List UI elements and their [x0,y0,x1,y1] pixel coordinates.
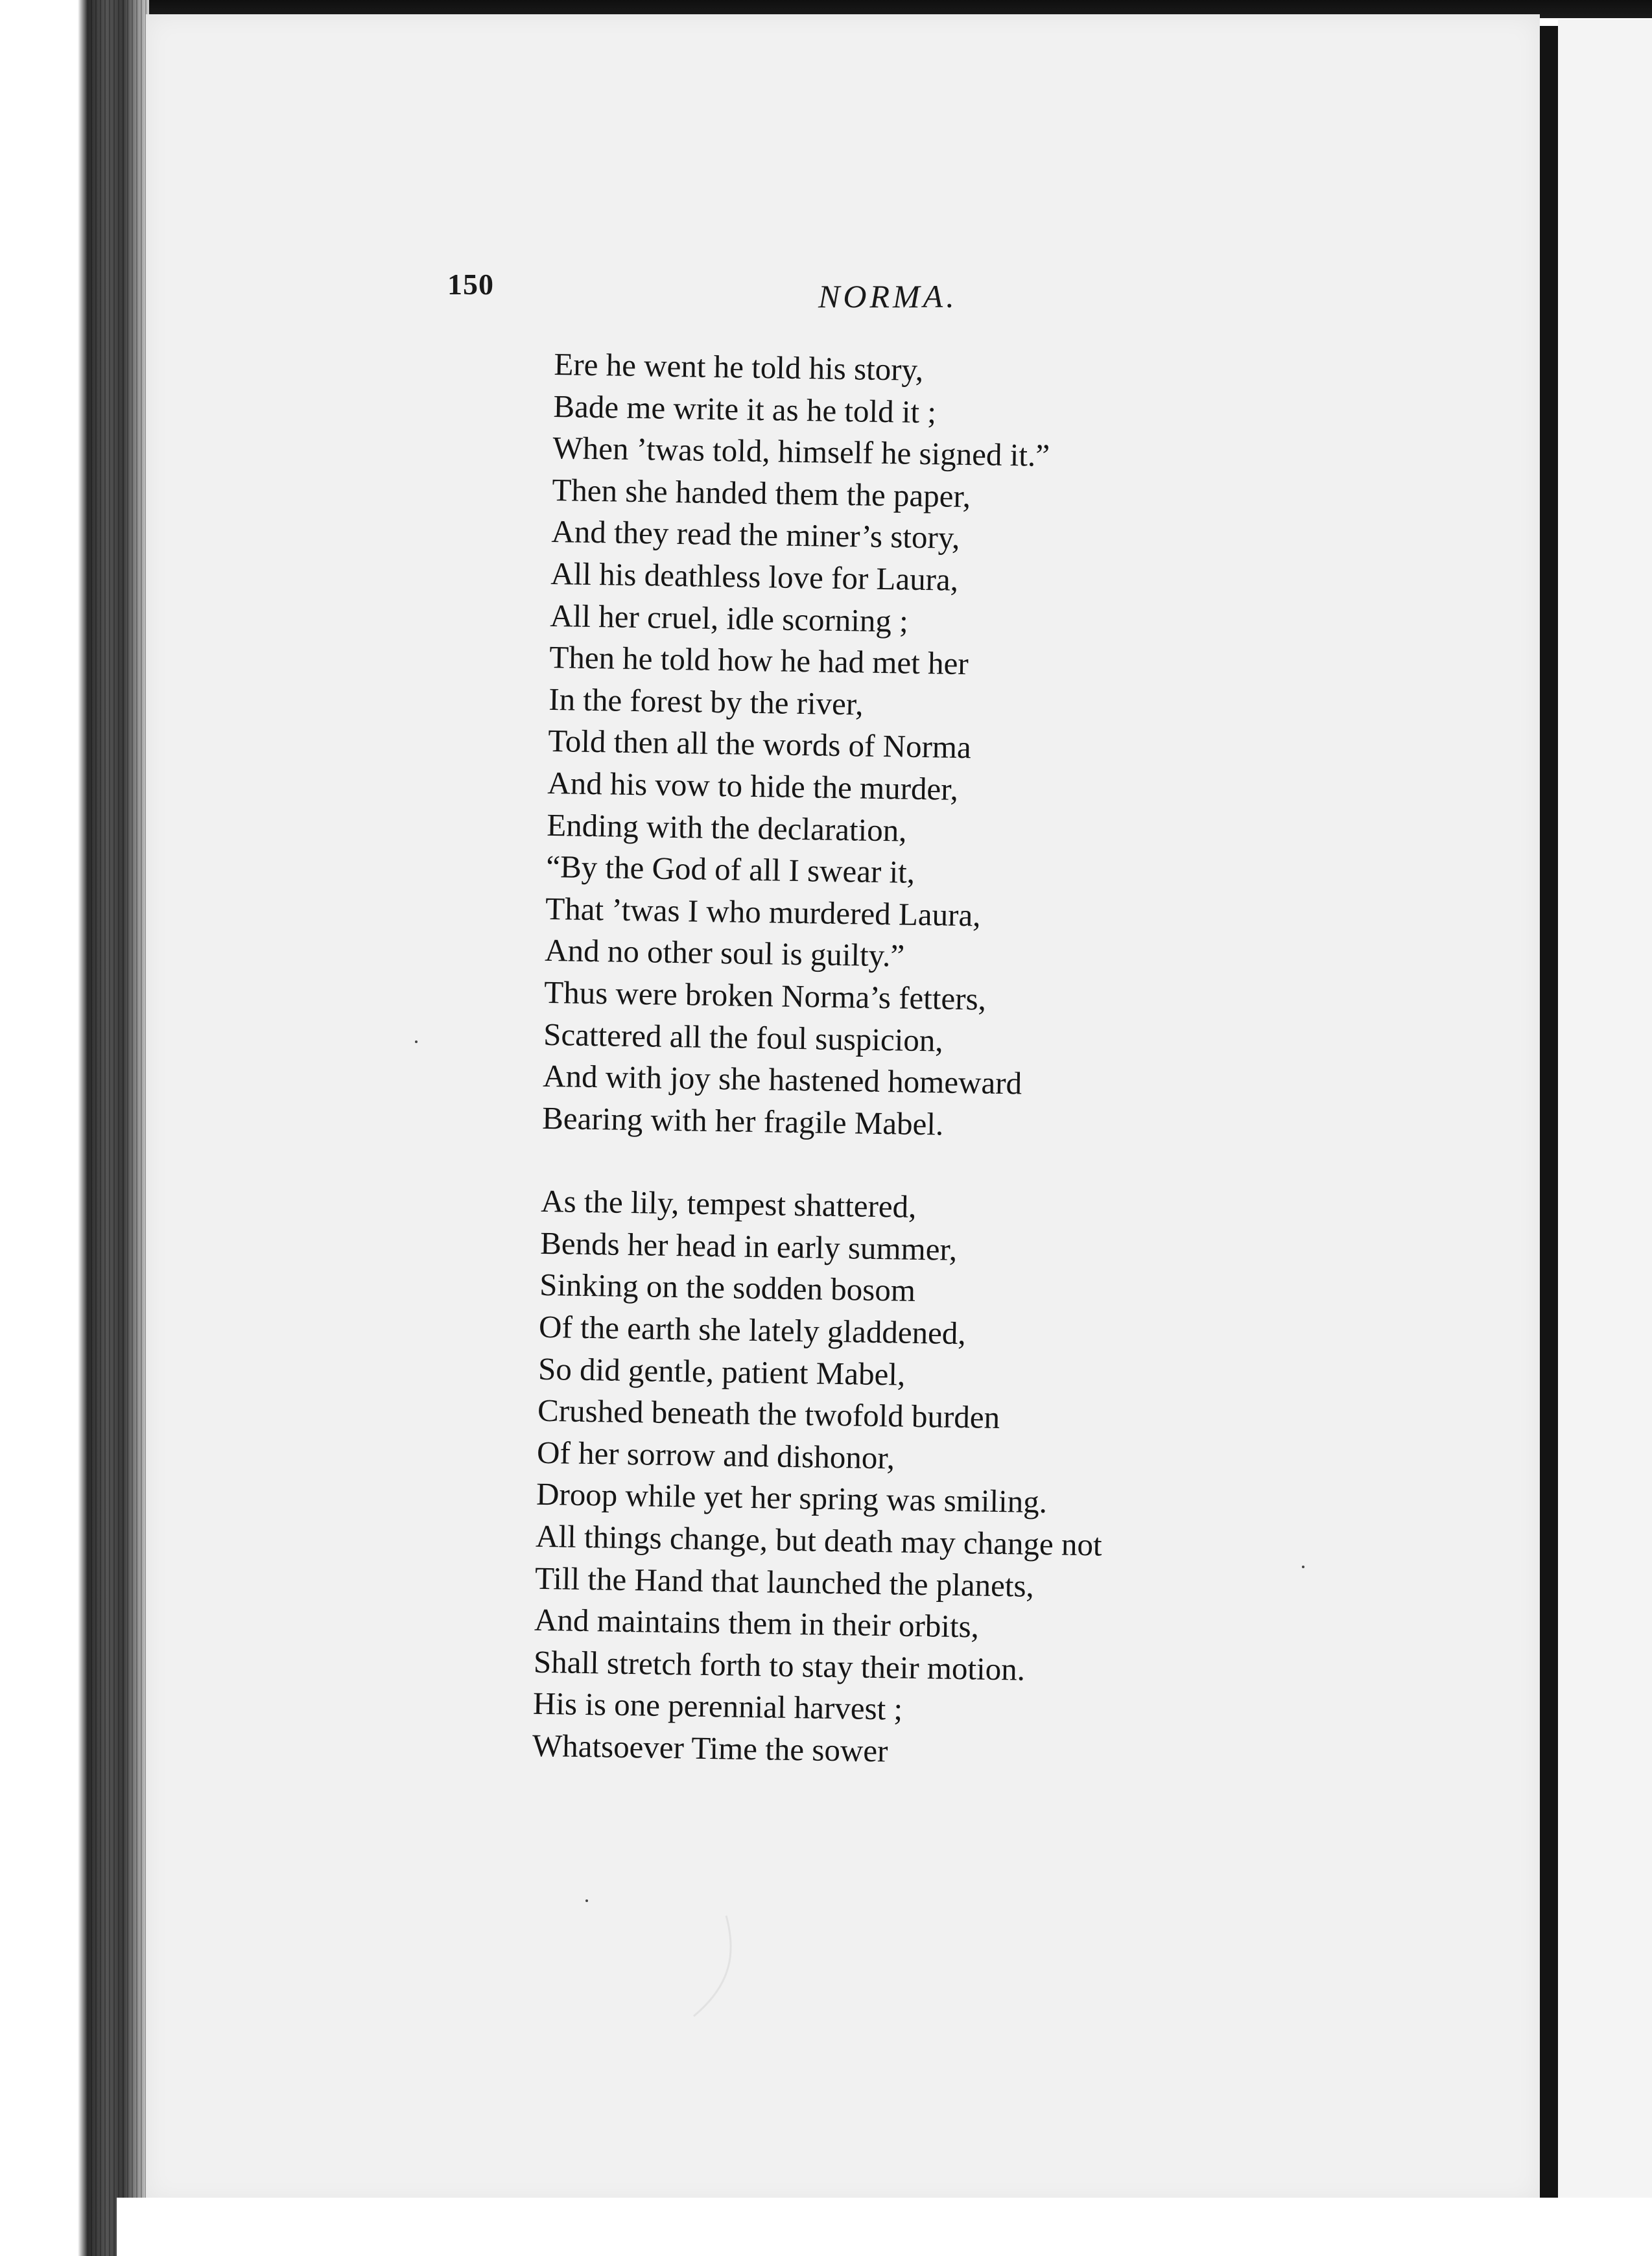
poem-line: And maintains them in their orbits, [534,1601,980,1645]
poem-text [532,344,1430,1781]
paper-mark [674,1912,739,2023]
poem-line: Of the earth she lately gladdened, [538,1308,967,1352]
facing-page-edge [1558,19,1652,2211]
poem-line: Bearing with her fragile Mabel. [541,1099,944,1142]
poem-line: Crushed beneath the twofold burden [537,1392,1000,1436]
poem-line: All his deathless love for Laura, [550,555,959,598]
scan-bottom-margin [117,2198,1652,2256]
paper-speck [585,1899,588,1902]
poem-line: Then he told how he had met her [549,639,969,682]
poem-line: Thus were broken Norma’s fetters, [543,974,987,1017]
paper-speck [415,1040,418,1043]
poem-line: Bade me write it as he told it ; [553,388,937,430]
poem-line: Sinking on the sodden bosom [539,1267,916,1309]
poem-line: When ’twas told, himself he signed it.” [552,430,1050,474]
poem-line: Of her sorrow and dishonor, [536,1434,895,1476]
poem-line: So did gentle, patient Mabel, [537,1350,906,1392]
running-title: NORMA. [818,278,958,314]
poem-line: As the lily, tempest shattered, [540,1183,917,1225]
page-number: 150 [447,268,494,301]
poem-line: In the forest by the river, [548,681,864,722]
page-edge-lines [91,0,149,2256]
poem-line: Till the Hand that launched the planets, [534,1560,1035,1604]
poem-line: “By the God of all I swear it, [545,849,915,890]
poem-line: Droop while yet her spring was smiling. [536,1476,1048,1520]
poem-line: All things change, but death may change not [535,1518,1103,1563]
poem-line: All her cruel, idle scorning ; [549,597,909,639]
poem-line: Then she handed them the paper, [552,471,971,514]
poem-line: His is one perennial harvest ; [532,1686,903,1728]
poem-line: Scattered all the foul suspicion, [543,1016,944,1059]
poem-line: That ’twas I who murdered Laura, [545,890,981,934]
poem-line: Ending with the declaration, [546,806,907,849]
poem-line: And his vow to hide the murder, [547,764,959,807]
poem-line: Whatsoever Time the sower [532,1727,888,1769]
poem-line: Bends her head in early summer, [539,1225,958,1267]
paper-speck [1302,1566,1304,1568]
stanza-1 [542,344,1430,1153]
stanza-2 [532,1181,1417,1780]
poem-line: And no other soul is guilty.” [544,932,905,974]
poem-line: And with joy she hastened homeward [542,1057,1022,1101]
poem-line: And they read the miner’s story, [551,513,960,556]
poem-line: Shall stretch forth to stay their motion. [533,1643,1026,1687]
poem-line: Ere he went he told his story, [554,346,924,388]
poem-line: Told then all the words of Norma [547,723,972,766]
facing-page-gutter [1540,26,1558,2211]
